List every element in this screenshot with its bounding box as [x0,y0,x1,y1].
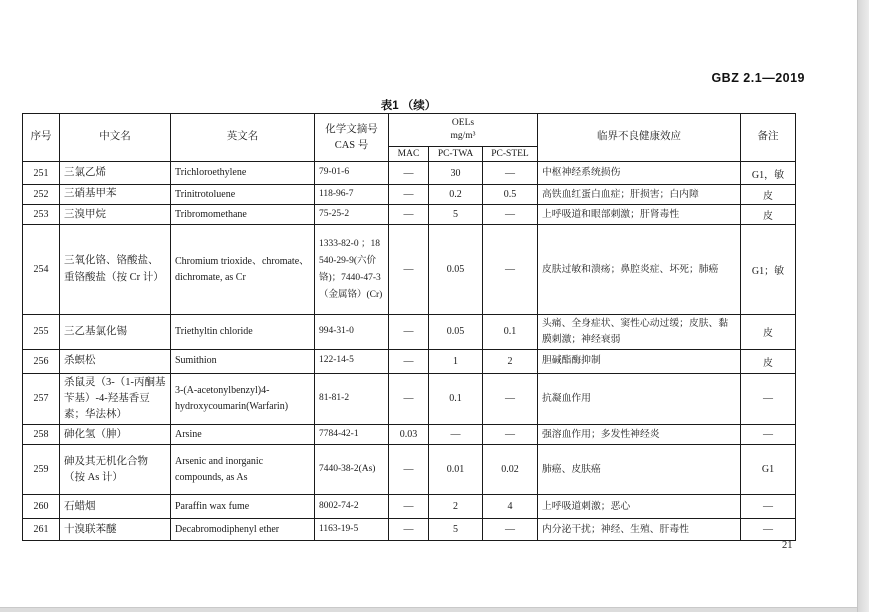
cell-cas-number: 8002-74-2 [315,495,389,519]
cell-remark: — [741,495,796,519]
cell-mac: — [389,205,429,225]
header-cas-number [315,114,389,162]
table-title: 表1 （续） [380,100,437,112]
cell-chinese-name: 杀螟松 [60,349,171,373]
cell-cas-number: 994-31-0 [315,315,389,349]
cell-pc-twa: 5 [429,205,483,225]
cell-english-name: Trichloroethylene [171,162,315,185]
cell-effects: 头痛、全身症状、窦性心动过缓；皮肤、黏膜刺激；神经衰弱 [538,315,741,349]
table-header-row [23,114,796,147]
table-row [23,373,796,425]
cell-mac: — [389,185,429,205]
cell-pc-stel: 2 [483,349,538,373]
cell-effects: 上呼吸道刺激；恶心 [538,495,741,519]
table-row [23,162,796,185]
table-row [23,349,796,373]
table-row [23,185,796,205]
cell-effects: 胆碱酯酶抑制 [538,349,741,373]
cell-pc-stel: — [483,205,538,225]
cell-pc-stel: — [483,162,538,185]
cell-effects: 内分泌干扰；神经、生殖、肝毒性 [538,519,741,541]
cell-remark: G1；敏 [741,225,796,315]
header-english-name: 英文名 [171,114,315,162]
cell-english-name: Trinitrotoluene [171,185,315,205]
cell-pc-stel: — [483,519,538,541]
cell-pc-twa: 0.2 [429,185,483,205]
table-row [23,519,796,541]
cell-cas-number: 79-01-6 [315,162,389,185]
cell-english-name: Triethyltin chloride [171,315,315,349]
cell-remark: — [741,425,796,445]
cell-pc-twa: 0.01 [429,445,483,495]
table-row [23,315,796,349]
cell-chinese-name: 十溴联苯醚 [60,519,171,541]
cell-mac: 0.03 [389,425,429,445]
header-pc-stel: PC-STEL [483,147,538,162]
cell-english-name: Arsenic and inorganic compounds, as As [171,445,315,495]
cell-effects: 高铁血红蛋白血症；肝损害；白内障 [538,185,741,205]
cell-remark: 皮 [741,349,796,373]
cell-chinese-name: 石蜡烟 [60,495,171,519]
header-index: 序号 [23,114,60,162]
cell-cas-number: 118-96-7 [315,185,389,205]
cell-remark: G1 [741,445,796,495]
cell-english-name: Sumithion [171,349,315,373]
cell-pc-stel: — [483,225,538,315]
cell-remark: 皮 [741,315,796,349]
cell-pc-stel: 0.5 [483,185,538,205]
cell-index: 259 [23,445,60,495]
cell-mac: — [389,315,429,349]
cell-pc-stel: 0.1 [483,315,538,349]
cell-index: 253 [23,205,60,225]
cell-pc-stel: — [483,425,538,445]
header-mac: MAC [389,147,429,162]
cell-chinese-name: 三氧化铬、铬酸盐、重铬酸盐（按 Cr 计） [60,225,171,315]
header-oels-line2: mg/m³ [450,131,476,141]
cell-chinese-name: 砷及其无机化合物（按 As 计） [60,445,171,495]
cell-pc-twa: 0.1 [429,373,483,425]
cell-cas-number: 7440-38-2(As) [315,445,389,495]
cell-remark: — [741,373,796,425]
cell-pc-stel: 0.02 [483,445,538,495]
cell-english-name: Paraffin wax fume [171,495,315,519]
header-pc-twa: PC-TWA [429,147,483,162]
cell-index: 257 [23,373,60,425]
doc-code: GBZ 2.1—2019 [711,71,805,85]
cell-index: 254 [23,225,60,315]
oel-table [22,113,796,541]
cell-pc-twa: 5 [429,519,483,541]
cell-cas-number: 1163-19-5 [315,519,389,541]
table-row [23,225,796,315]
cell-mac: — [389,519,429,541]
table-row [23,205,796,225]
cell-remark: — [741,519,796,541]
cell-pc-twa: 0.05 [429,225,483,315]
page-number: 21 [782,540,793,551]
header-cas-line1: 化学文摘号 [325,124,378,136]
table-row [23,495,796,519]
cell-chinese-name: 三乙基氯化锡 [60,315,171,349]
cell-chinese-name: 三氯乙烯 [60,162,171,185]
cell-remark: G1，敏 [741,162,796,185]
cell-chinese-name: 三硝基甲苯 [60,185,171,205]
cell-effects: 中枢神经系统损伤 [538,162,741,185]
cell-effects: 强溶血作用；多发性神经炎 [538,425,741,445]
cell-remark: 皮 [741,205,796,225]
header-effects: 临界不良健康效应 [538,114,741,162]
cell-cas-number: 122-14-5 [315,349,389,373]
header-cas-line2: CAS 号 [334,139,369,151]
cell-cas-number: 1333-82-0 ；18540-29-9(六价铬)；7440-47-3（金属铬）(Cr) [315,225,389,315]
cell-index: 255 [23,315,60,349]
table-row [23,445,796,495]
header-chinese-name: 中文名 [60,114,171,162]
cell-english-name: Tribromomethane [171,205,315,225]
cell-mac: — [389,225,429,315]
cell-index: 252 [23,185,60,205]
cell-chinese-name: 杀鼠灵（3-（1-丙酮基苄基）-4-羟基香豆素；华法林） [60,373,171,425]
cell-english-name: Chromium trioxide、chromate、dichromate, as Cr [171,225,315,315]
page-edge-bottom [0,607,857,612]
cell-english-name: Decabromodiphenyl ether [171,519,315,541]
cell-index: 251 [23,162,60,185]
header-oels-line1: OELs [451,117,475,128]
cell-pc-twa: 0.05 [429,315,483,349]
cell-chinese-name: 砷化氢（胂） [60,425,171,445]
cell-effects: 肺癌、皮肤癌 [538,445,741,495]
cell-pc-twa: 2 [429,495,483,519]
page-edge-right [857,0,869,612]
cell-cas-number: 81-81-2 [315,373,389,425]
cell-mac: — [389,349,429,373]
cell-index: 261 [23,519,60,541]
cell-pc-twa: 30 [429,162,483,185]
cell-effects: 抗凝血作用 [538,373,741,425]
cell-mac: — [389,445,429,495]
cell-pc-twa: 1 [429,349,483,373]
cell-chinese-name: 三溴甲烷 [60,205,171,225]
cell-cas-number: 7784-42-1 [315,425,389,445]
cell-pc-stel: 4 [483,495,538,519]
cell-index: 260 [23,495,60,519]
cell-index: 256 [23,349,60,373]
cell-index: 258 [23,425,60,445]
cell-effects: 上呼吸道和眼部刺激；肝肾毒性 [538,205,741,225]
cell-mac: — [389,373,429,425]
cell-mac: — [389,162,429,185]
cell-pc-stel: — [483,373,538,425]
table-row [23,425,796,445]
cell-mac: — [389,495,429,519]
cell-pc-twa: — [429,425,483,445]
header-oels [389,114,538,147]
cell-cas-number: 75-25-2 [315,205,389,225]
cell-english-name: 3-(A-acetonylbenzyl)4-hydroxycoumarin(Warfarin) [171,373,315,425]
header-remarks: 备注 [741,114,796,162]
cell-remark: 皮 [741,185,796,205]
cell-english-name: Arsine [171,425,315,445]
cell-effects: 皮肤过敏和溃疡；鼻腔炎症、坏死；肺癌 [538,225,741,315]
